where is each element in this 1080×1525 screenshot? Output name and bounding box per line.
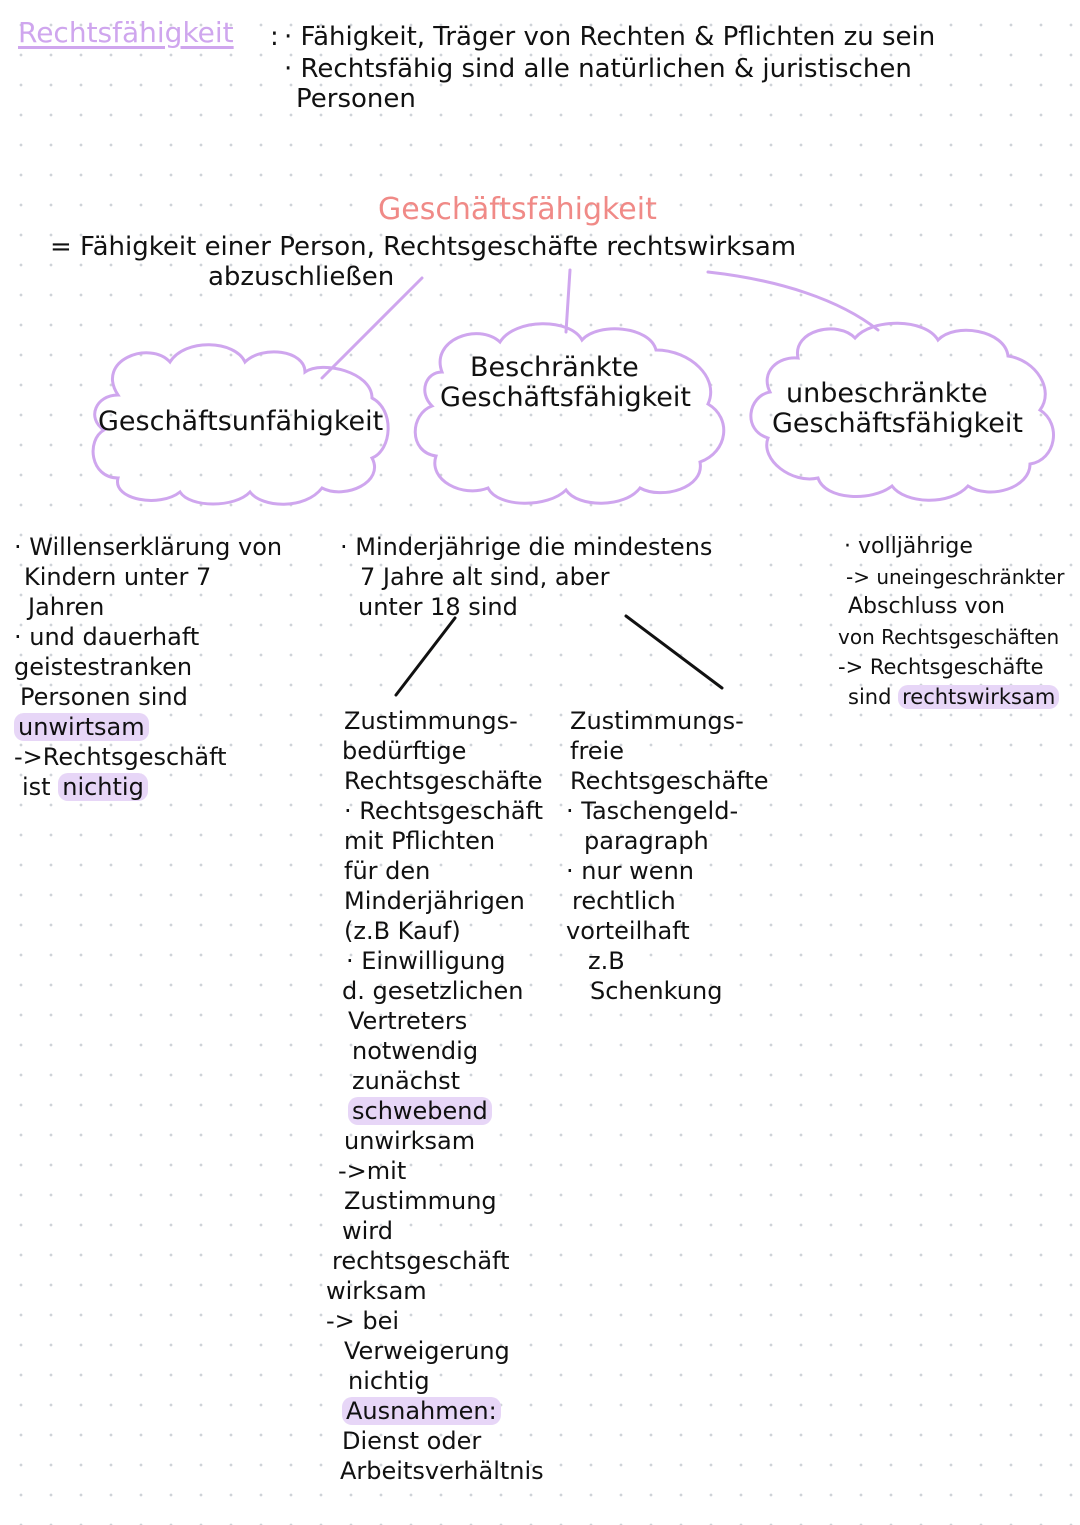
sub-left-line-17: Zustimmung xyxy=(344,1187,497,1215)
sub-right-line-3: Rechtsgeschäfte xyxy=(570,767,769,795)
schwebend-highlight: schwebend xyxy=(348,1097,492,1125)
sub-left-line-5: mit Pflichten xyxy=(344,827,496,855)
middle-line-2: 7 Jahre alt sind, aber xyxy=(360,563,610,591)
unwirksam-highlight: unwirtsam xyxy=(14,713,149,741)
right-line-6 xyxy=(838,682,1064,712)
sub-left-line-11: Vertreters xyxy=(348,1007,468,1035)
sub-right-line-9: z.B xyxy=(588,947,625,975)
ausnahmen-highlight: Ausnahmen: xyxy=(342,1397,501,1425)
cloud-middle-label-2: Geschäftsfähigkeit xyxy=(440,382,691,413)
sub-left-line-3: Rechtsgeschäfte xyxy=(344,767,543,795)
sub-right-line-8: vorteilhaft xyxy=(566,917,690,945)
left-line-9 xyxy=(14,772,282,802)
middle-column xyxy=(340,532,712,622)
sub-right-line-4: · Taschengeld- xyxy=(566,797,739,825)
sub-left-line-4: · Rechtsgeschäft xyxy=(344,797,543,825)
cloud-left-label: Geschäftsunfähigkeit xyxy=(98,406,384,437)
sub-left-line-9: · Einwilligung xyxy=(346,947,506,975)
sub-left-line-18: wird xyxy=(342,1217,393,1245)
sub-left-line-20: wirksam xyxy=(326,1277,427,1305)
connector-to-left-cloud xyxy=(322,278,422,378)
cloud-middle-label-1: Beschränkte xyxy=(470,352,639,383)
geschaeftsfaehigkeit-title: Geschäftsfähigkeit xyxy=(378,192,657,227)
sub-right-line-7: rechtlich xyxy=(572,887,676,915)
sub-right-line-1: Zustimmungs- xyxy=(570,707,744,735)
left-line-6: Personen sind xyxy=(20,683,188,711)
middle-line-3: unter 18 sind xyxy=(358,593,518,621)
right-line-5: -> Rechtsgeschäfte xyxy=(838,655,1044,679)
header-line-3: Personen xyxy=(296,84,416,114)
sub-left-line-22: Verweigerung xyxy=(344,1337,510,1365)
left-line-8: ->Rechtsgeschäft xyxy=(14,743,227,771)
right-line-1: · volljährige xyxy=(844,534,973,559)
zustimmungsbeduerftig-column xyxy=(326,706,544,1486)
rechtsfaehigkeit-title: Rechtsfähigkeit xyxy=(18,16,234,49)
sub-left-line-10: d. gesetzlichen xyxy=(342,977,524,1005)
connector-lines-black xyxy=(396,616,722,695)
right-line-6-prefix: sind xyxy=(848,685,892,709)
left-line-3: Jahren xyxy=(28,593,105,621)
sub-left-line-25: Dienst oder xyxy=(342,1427,482,1455)
cloud-right-label-1: unbeschränkte xyxy=(786,378,988,409)
sub-left-line-23: nichtig xyxy=(348,1367,430,1395)
sub-left-line-21: -> bei xyxy=(326,1307,400,1335)
sub-left-line-16: ->mit xyxy=(338,1157,407,1185)
right-line-3: Abschluss von xyxy=(848,594,1005,619)
sub-right-line-10: Schenkung xyxy=(590,977,723,1005)
sub-left-line-15: unwirksam xyxy=(344,1127,476,1155)
sub-left-line-8: (z.B Kauf) xyxy=(344,917,461,945)
right-line-4: von Rechtsgeschäften xyxy=(838,625,1060,649)
left-line-5: geistestranken xyxy=(14,653,193,681)
header-separator: : xyxy=(270,22,279,52)
sub-right-line-5: paragraph xyxy=(584,827,709,855)
sub-left-line-6: für den xyxy=(344,857,431,885)
left-line-9-prefix: ist xyxy=(22,773,51,801)
sub-left-line-2: bedürftige xyxy=(342,737,467,765)
sub-left-line-7: Minderjährigen xyxy=(344,887,525,915)
sub-right-line-2: freie xyxy=(570,737,624,765)
header xyxy=(18,18,234,49)
sub-left-line-1: Zustimmungs- xyxy=(344,707,518,735)
left-column xyxy=(14,532,282,802)
header-line-2: · Rechtsfähig sind alle natürlichen & juristischen xyxy=(284,54,912,84)
left-line-7 xyxy=(14,712,282,742)
cloud-right-label-2: Geschäftsfähigkeit xyxy=(772,408,1023,439)
middle-line-1: · Minderjährige die mindestens xyxy=(340,533,713,561)
sub-right-line-6: · nur wenn xyxy=(566,857,694,885)
connector-to-right-cloud xyxy=(708,272,878,330)
sub-left-line-14 xyxy=(326,1096,544,1126)
rechtswirksam-highlight: rechtswirksam xyxy=(898,685,1059,709)
definition-line-1: = Fähigkeit einer Person, Rechtsgeschäfte rechtswirksam xyxy=(50,232,797,262)
sub-left-line-26: Arbeitsverhältnis xyxy=(340,1457,544,1485)
sub-left-line-24 xyxy=(326,1396,544,1426)
left-line-2: Kindern unter 7 xyxy=(24,563,212,591)
sub-left-line-19: rechtsgeschäft xyxy=(332,1247,510,1275)
header-line-1: · Fähigkeit, Träger von Rechten & Pflichten zu sein xyxy=(284,22,936,52)
sub-left-line-13: zunächst xyxy=(352,1067,461,1095)
connector-to-zustimmungsbeduerftig xyxy=(396,618,455,695)
right-column xyxy=(838,532,1064,712)
left-line-1: · Willenserklärung von xyxy=(14,533,283,561)
zustimmungsfrei-column xyxy=(566,706,769,1006)
left-line-4: · und dauerhaft xyxy=(14,623,200,651)
right-line-2: -> uneingeschränkter xyxy=(846,565,1065,589)
connector-to-zustimmungsfrei xyxy=(626,616,722,688)
nichtig-highlight: nichtig xyxy=(58,773,148,801)
connector-to-middle-cloud xyxy=(566,270,570,332)
definition-line-2: abzuschließen xyxy=(208,262,395,292)
sub-left-line-12: notwendig xyxy=(352,1037,479,1065)
